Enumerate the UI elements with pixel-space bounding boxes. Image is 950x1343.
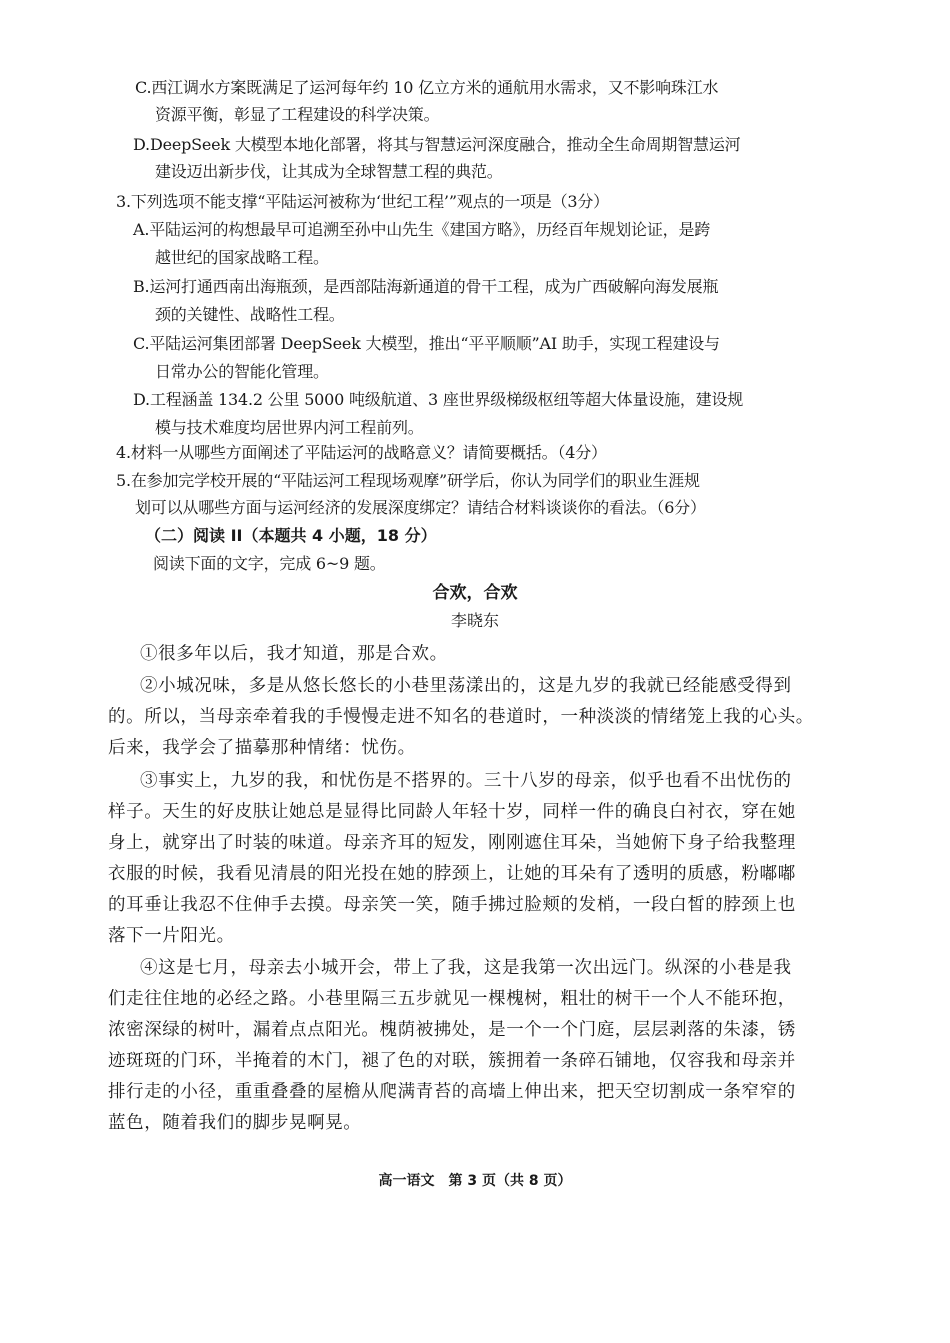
story-paragraph-3-line3: 身上，就穿出了时装的味道。母亲齐耳的短发，刚刚遮住耳朵，当她俯下身子给我整理 [108,833,796,853]
q3-option-c-line2: 日常办公的智能化管理。 [155,362,329,381]
section-instruction: 阅读下面的文字，完成 6~9 题。 [153,554,386,573]
story-paragraph-4-line6: 蓝色，随着我们的脚步晃啊晃。 [108,1113,362,1133]
q3-option-d-line1: D.工程涵盖 134.2 公里 5000 吨级航道、3 座世界级梯级枢纽等超大体量设施，建设规 [133,390,744,409]
story-author: 李晓东 [450,611,499,630]
story-paragraph-2-line1: ②小城况味，多是从悠长悠长的小巷里荡漾出的，这是九岁的我就已经能感受得到 [140,676,792,696]
q3-option-b-line2: 颈的关键性、战略性工程。 [155,305,345,324]
story-paragraph-4-line4: 迹斑斑的门环，半掩着的木门，褪了色的对联，簇拥着一条碎石铺地，仅容我和母亲并 [108,1051,796,1071]
story-paragraph-4-line5: 排行走的小径，重重叠叠的屋檐从爬满青苔的高墙上伸出来，把天空切割成一条窄窄的 [108,1082,796,1102]
q5-stem-line2: 划可以从哪些方面与运河经济的发展深度绑定？请结合材料谈谈你的看法。（6分） [135,498,706,517]
q4-stem: 4.材料一从哪些方面阐述了平陆运河的战略意义？请简要概括。（4分） [116,443,607,462]
story-paragraph-2-line2: 的。所以，当母亲牵着我的手慢慢走进不知名的巷道时，一种淡淡的情绪笼上我的心头。 [108,707,814,727]
story-paragraph-4-line2: 们走往住地的必经之路。小巷里隔三五步就见一棵槐树，粗壮的树干一个人不能环抱， [108,989,796,1009]
story-paragraph-3-line1: ③事实上，九岁的我，和忧伤是不搭界的。三十八岁的母亲，似乎也看不出忧伤的 [140,771,792,791]
q3-option-a-line1: A.平陆运河的构想最早可追溯至孙中山先生《建国方略》，历经百年规划论证，是跨 [133,220,711,239]
page-footer: 高一语文 第 3 页（共 8 页） [378,1173,572,1189]
story-paragraph-3-line5: 的耳垂让我忍不住伸手去摸。母亲笑一笑，随手拂过脸颊的发梢，一段白皙的脖颈上也 [108,895,796,915]
q3-option-a-line2: 越世纪的国家战略工程。 [155,248,329,267]
story-paragraph-4-line1: ④这是七月，母亲去小城开会，带上了我，这是我第一次出远门。纵深的小巷是我 [140,958,792,978]
q2-option-d-line1: D.DeepSeek 大模型本地化部署，将其与智慧运河深度融合，推动全生命周期智慧运河 [133,135,741,154]
q2-option-c-line2: 资源平衡，彰显了工程建设的科学决策。 [155,105,440,124]
q3-option-b-line1: B.运河打通西南出海瓶颈，是西部陆海新通道的骨干工程，成为广西破解向海发展瓶 [133,277,719,296]
story-paragraph-4-line3: 浓密深绿的树叶，漏着点点阳光。槐荫被拂处，是一个一个门庭，层层剥落的朱漆，锈 [108,1020,796,1040]
story-paragraph-3-line2: 样子。天生的好皮肤让她总是显得比同龄人年轻十岁，同样一件的确良白衬衣，穿在她 [108,802,796,822]
q5-stem-line1: 5.在参加完学校开展的“平陆运河工程现场观摩”研学后，你认为同学们的职业生涯规 [116,471,700,490]
q2-option-d-line2: 建设迈出新步伐，让其成为全球智慧工程的典范。 [155,162,503,181]
q3-stem: 3.下列选项不能支撑“平陆运河被称为‘世纪工程’”观点的一项是（3分） [116,192,609,211]
story-paragraph-1: ①很多年以后，我才知道，那是合欢。 [140,644,448,664]
q2-option-c-line1: C.西江调水方案既满足了运河每年约 10 亿立方米的通航用水需求，又不影响珠江水 [135,78,719,97]
story-paragraph-3-line4: 衣服的时候，我看见清晨的阳光投在她的脖颈上，让她的耳朵有了透明的质感，粉嘟嘟 [108,864,796,884]
section-heading: （二）阅读 II（本题共 4 小题，18 分） [145,526,437,545]
story-paragraph-2-line3: 后来，我学会了描摹那种情绪：忧伤。 [108,738,416,758]
q3-option-d-line2: 模与技术难度均居世界内河工程前列。 [155,418,424,437]
story-title: 合欢，合欢 [432,583,518,603]
story-paragraph-3-line6: 落下一片阳光。 [108,926,235,946]
q3-option-c-line1: C.平陆运河集团部署 DeepSeek 大模型，推出“平平顺顺”AI 助手，实现工程建设与 [133,334,720,353]
